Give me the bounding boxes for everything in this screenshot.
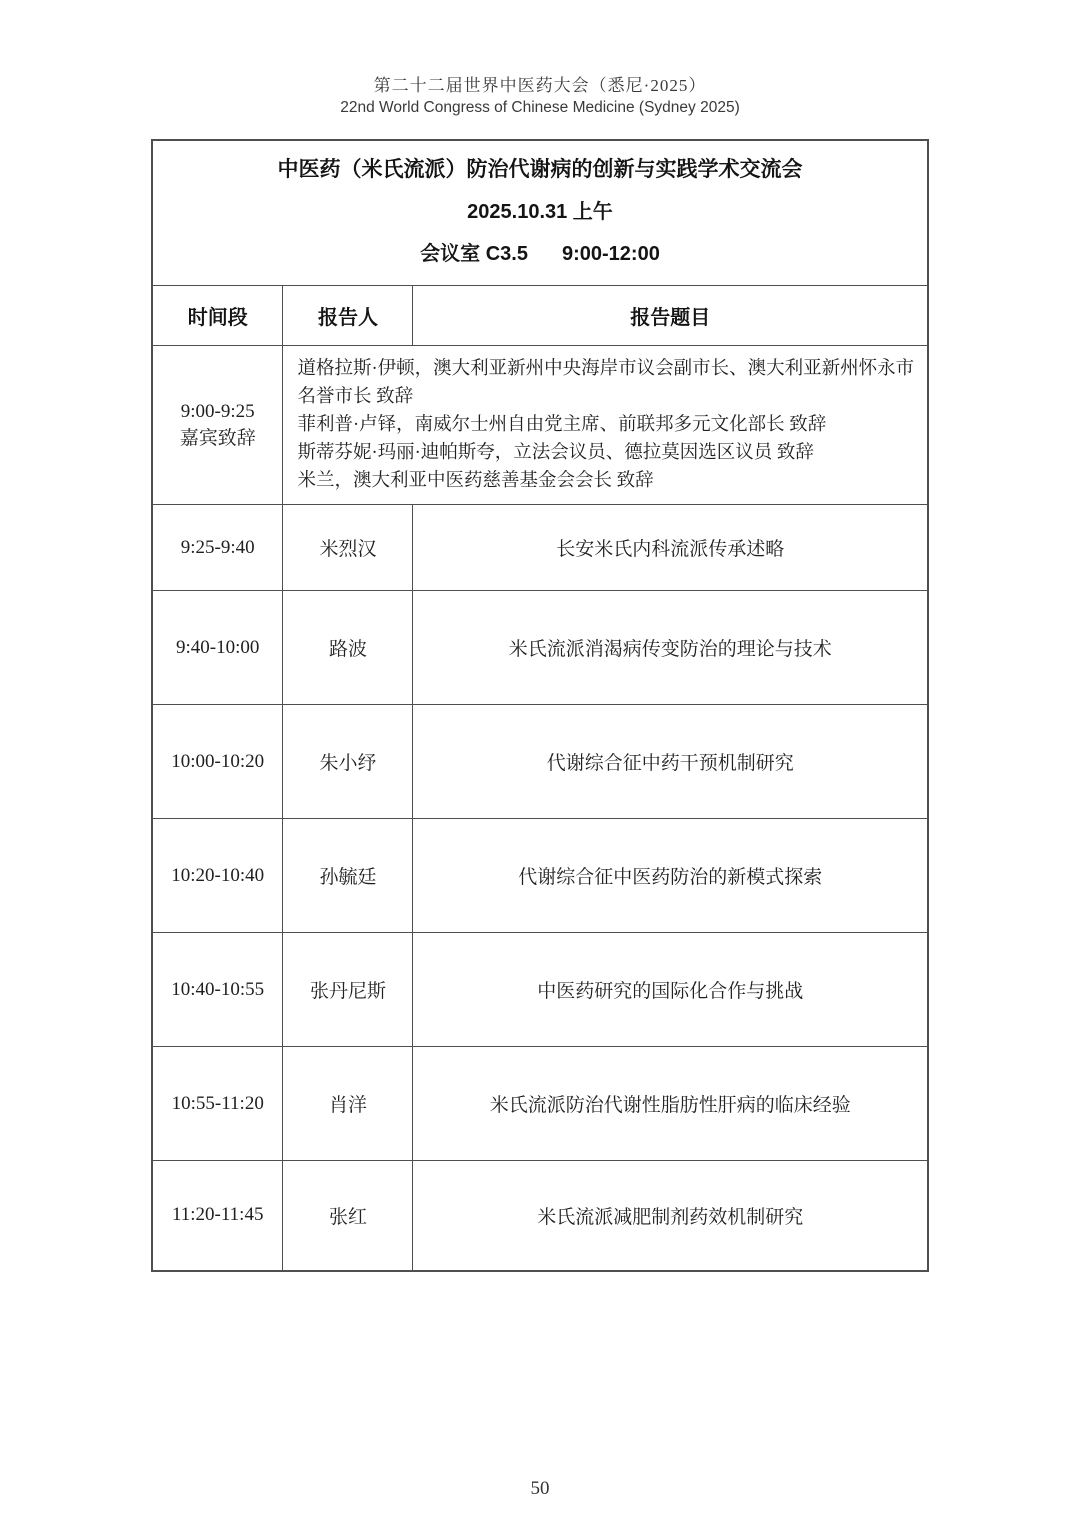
table-row	[152, 591, 928, 705]
table-row	[152, 1047, 928, 1161]
row-title: 中医药研究的国际化合作与挑战	[413, 933, 928, 1047]
page-number: 50	[530, 1478, 550, 1499]
session-info-row	[152, 140, 928, 286]
row-time: 10:00-10:20	[152, 705, 283, 819]
table-row	[152, 1161, 928, 1271]
row-time: 10:20-10:40	[152, 819, 283, 933]
document-header	[0, 74, 1080, 119]
table-header-row	[152, 286, 928, 346]
table-row	[152, 819, 928, 933]
congress-title-chinese: 第二十二届世界中医药大会（悉尼·2025）	[373, 76, 707, 95]
speech-line: 道格拉斯·伊顿，澳大利亚新州中央海岸市议会副市长、澳大利亚新州怀永市名誉市长 致辞	[297, 359, 915, 407]
table-row-opening	[152, 346, 928, 505]
row-time: 10:55-11:20	[152, 1047, 283, 1161]
row-speaker: 朱小纾	[283, 705, 413, 819]
row-speaker: 肖洋	[283, 1047, 413, 1161]
speech-line: 米兰，澳大利亚中医药慈善基金会会长 致辞	[297, 471, 654, 491]
table-row	[152, 505, 928, 591]
row-title: 长安米氏内科流派传承述略	[413, 505, 928, 591]
row-speaker: 张红	[283, 1161, 413, 1271]
row-time: 9:25-9:40	[152, 505, 283, 591]
congress-title-english: 22nd World Congress of Chinese Medicine (Sydney 2025)	[340, 99, 740, 116]
session-time-range: 9:00-12:00	[561, 243, 660, 265]
column-header-speaker: 报告人	[283, 286, 413, 346]
row-time: 9:40-10:00	[152, 591, 283, 705]
row-time: 11:20-11:45	[152, 1161, 283, 1271]
row-speaker: 孙毓廷	[283, 819, 413, 933]
opening-time-cell	[152, 346, 283, 505]
table-row	[152, 933, 928, 1047]
row-title: 代谢综合征中医药防治的新模式探索	[413, 819, 928, 933]
session-schedule-table	[151, 139, 929, 1272]
speech-line: 菲利普·卢铎，南威尔士州自由党主席、前联邦多元文化部长 致辞	[297, 415, 827, 435]
row-speaker: 路波	[283, 591, 413, 705]
row-speaker: 米烈汉	[283, 505, 413, 591]
session-room: 会议室 C3.5	[420, 243, 528, 265]
session-room-time	[163, 239, 917, 269]
column-header-title: 报告题目	[413, 286, 928, 346]
row-speaker: 张丹尼斯	[283, 933, 413, 1047]
row-title: 代谢综合征中药干预机制研究	[413, 705, 928, 819]
opening-time: 9:00-9:25	[180, 401, 255, 422]
table-row	[152, 705, 928, 819]
opening-label: 嘉宾致辞	[179, 428, 256, 449]
speech-line: 斯蒂芬妮·玛丽·迪帕斯夸，立法会议员、德拉莫因选区议员 致辞	[297, 443, 814, 463]
session-title: 中医药（米氏流派）防治代谢病的创新与实践学术交流会	[277, 158, 803, 181]
session-date: 2025.10.31 上午	[467, 201, 613, 223]
opening-speeches-cell	[283, 346, 928, 505]
column-header-time: 时间段	[152, 286, 283, 346]
session-info-cell	[152, 140, 928, 286]
row-title: 米氏流派防治代谢性脂肪性肝病的临床经验	[413, 1047, 928, 1161]
row-title: 米氏流派减肥制剂药效机制研究	[413, 1161, 928, 1271]
row-title: 米氏流派消渴病传变防治的理论与技术	[413, 591, 928, 705]
row-time: 10:40-10:55	[152, 933, 283, 1047]
